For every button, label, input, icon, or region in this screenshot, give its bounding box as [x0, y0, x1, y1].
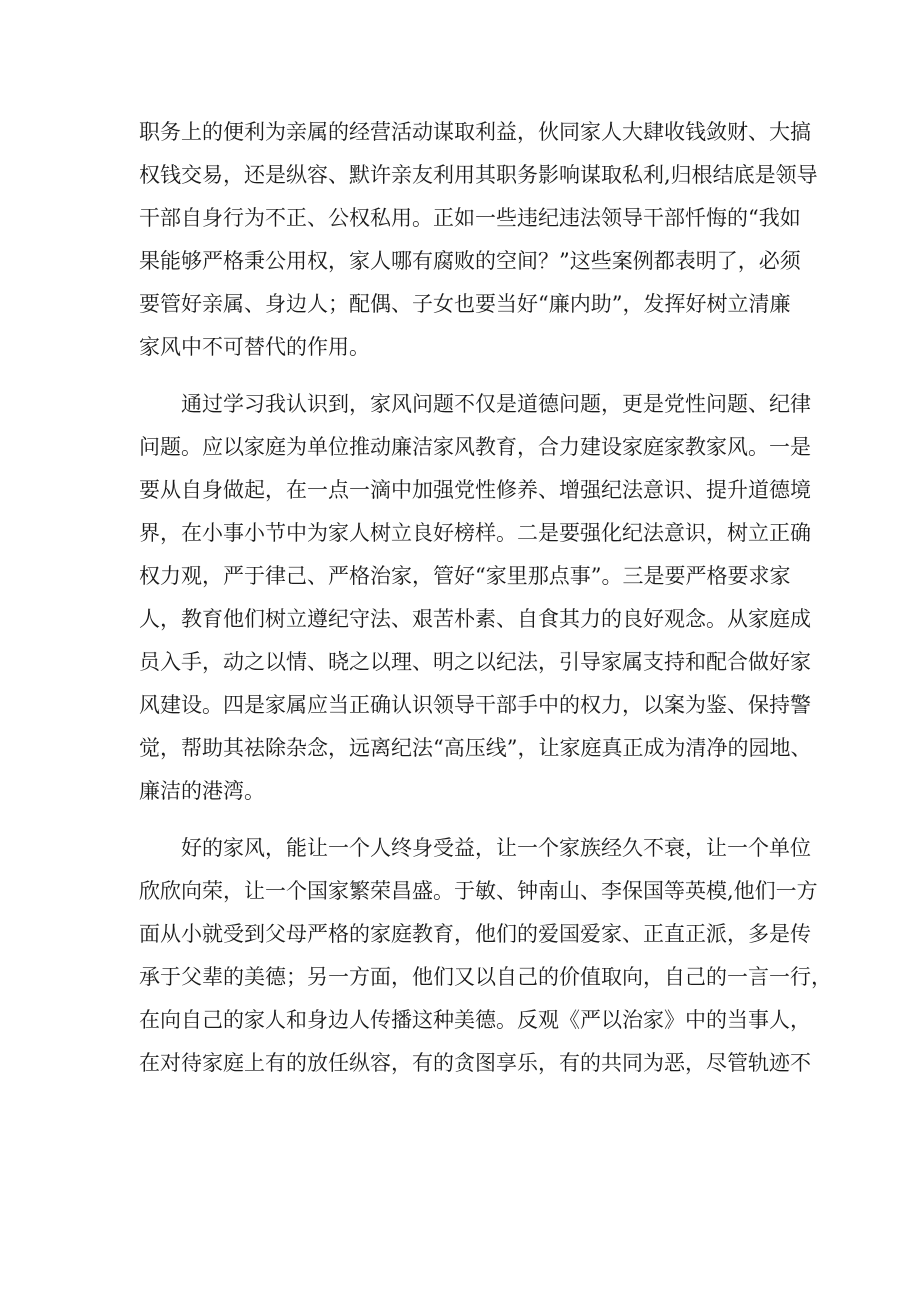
- text-line: 问题。应以家庭为单位推动廉洁家风教育，合力建设家庭家教家风。一是: [139, 435, 811, 459]
- document-body: [139, 111, 832, 1085]
- text-line: 承于父辈的美德；另一方面，他们又以自己的价值取向，自己的一言一行，: [139, 965, 832, 989]
- paragraph-3: [139, 827, 832, 1085]
- paragraph-gap: [139, 813, 789, 827]
- text-line: 觉，帮助其祛除杂念，远离纪法“高压线”，让家庭真正成为清净的园地、: [139, 736, 812, 760]
- paragraph-1: [139, 111, 818, 369]
- text-line: 员入手，动之以情、晓之以理、明之以纪法，引导家属支持和配合做好家: [139, 650, 811, 674]
- text-line: 欣欣向荣，让一个国家繁荣昌盛。于敏、钟南山、李保国等英模,他们一方: [139, 879, 818, 903]
- text-line: 权钱交易，还是纵容、默许亲友利用其职务影响谋取私利,归根结底是领导: [139, 163, 818, 187]
- text-line: 家风中不可替代的作用。: [139, 335, 370, 359]
- paragraph-gap: [139, 369, 789, 383]
- text-line: 在向自己的家人和身边人传播这种美德。反观《严以治家》中的当事人，: [139, 1008, 811, 1032]
- text-line: 要从自身做起，在一点一滴中加强党性修养、增强纪法意识、提升道德境: [139, 478, 811, 502]
- text-line: 权力观，严于律己、严格治家，管好“家里那点事”。三是要严格要求家: [139, 564, 791, 588]
- text-line: 果能够严格秉公用权，家人哪有腐败的空间？”这些案例都表明了，必须: [139, 249, 801, 273]
- text-line: 干部自身行为不正、公权私用。正如一些违纪违法领导干部忏悔的“我如: [139, 206, 801, 230]
- text-line: 好的家风，能让一个人终身受益，让一个家族经久不衰，让一个单位: [181, 836, 811, 860]
- text-line: 面从小就受到父母严格的家庭教育，他们的爱国爱家、正直正派，多是传: [139, 922, 811, 946]
- text-line: 在对待家庭上有的放任纵容，有的贪图享乐，有的共同为恶，尽管轨迹不: [139, 1051, 811, 1075]
- text-line: 风建设。四是家属应当正确认识领导干部手中的权力，以案为鉴、保持警: [139, 693, 811, 717]
- text-line: 职务上的便利为亲属的经营活动谋取利益，伙同家人大肆收钱敛财、大搞: [139, 120, 811, 144]
- text-line: 人，教育他们树立遵纪守法、艰苦朴素、自食其力的良好观念。从家庭成: [139, 607, 811, 631]
- text-line: 要管好亲属、身边人；配偶、子女也要当好“廉内助”，发挥好树立清廉: [139, 292, 791, 316]
- paragraph-2: [139, 383, 812, 813]
- text-line: 通过学习我认识到，家风问题不仅是道德问题，更是党性问题、纪律: [181, 392, 811, 416]
- text-line: 界，在小事小节中为家人树立良好榜样。二是要强化纪法意识，树立正确: [139, 521, 811, 545]
- text-line: 廉洁的港湾。: [139, 779, 265, 803]
